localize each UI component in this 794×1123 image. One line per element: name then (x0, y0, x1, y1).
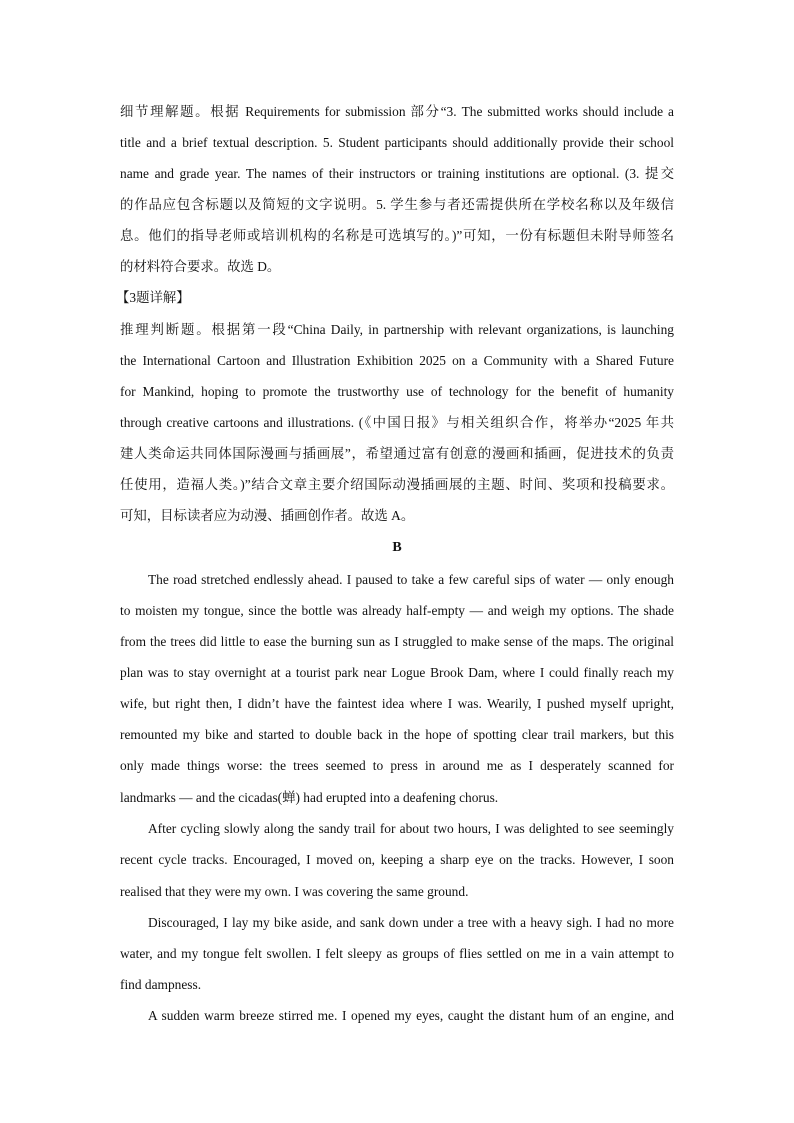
text-line: 细节理解题。根据 Requirements for submission 部分“3. The submitted works should include a (120, 104, 674, 119)
text-line: landmarks — and the cicadas(蝉) had erupted into a deafening chorus. (120, 790, 499, 805)
text-line: plan was to stay overnight at a tourist park near Logue Brook Dam, where I could finally reach my (120, 665, 674, 680)
text-line: 可知，目标读者应为动漫、插画创作者。故选 A。 (120, 508, 415, 523)
text-line: from the trees did little to ease the burning sun as I struggled to make sense of the maps. The original (120, 634, 674, 649)
text-line: water, and my tongue felt swollen. I felt sleepy as groups of flies settled on me in a vain attempt to (120, 946, 674, 961)
text-line: through creative cartoons and illustrations. (《中国日报》与相关组织合作，将举办“2025 年共 (120, 415, 674, 430)
text-line: remounted my bike and started to double back in the hope of spotting clear trail markers, but this (120, 727, 674, 742)
text-line: 建人类命运共同体国际漫画与插画展”，希望通过富有创意的漫画和插画，促进技术的负责 (120, 446, 674, 461)
text-line: 任使用，造福人类。)”结合文章主要介绍国际动漫插画展的主题、时间、奖项和投稿要求。 (120, 477, 674, 492)
text-line: title and a brief textual description. 5. Student participants should additionally provide their school (120, 135, 674, 150)
text-line: only made things worse: the trees seemed to press in around me as I desperately scanned for (120, 758, 674, 773)
text-line: for Mankind, hoping to promote the trustworthy use of technology for the benefit of humanity (120, 384, 674, 399)
text-line: After cycling slowly along the sandy trail for about two hours, I was delighted to see seemingly (148, 821, 674, 836)
section-title: B (392, 540, 402, 555)
text-line: A sudden warm breeze stirred me. I opened my eyes, caught the distant hum of an engine, and (148, 1008, 674, 1023)
text-line: wife, but right then, I didn’t have the faintest idea where I was. Wearily, I pushed myself upright, (120, 696, 674, 711)
text-line: realised that they were my own. I was covering the same ground. (120, 884, 469, 899)
text-line: The road stretched endlessly ahead. I paused to take a few careful sips of water — only enough (148, 572, 674, 587)
text-line: find dampness. (120, 977, 202, 992)
text-line: Discouraged, I lay my bike aside, and sank down under a tree with a heavy sigh. I had no more (148, 915, 674, 930)
text-line: 的材料符合要求。故选 D。 (120, 259, 281, 274)
text-line: 息。他们的指导老师或培训机构的名称是可选填写的。)”可知，一份有标题但未附导师签名 (120, 228, 674, 243)
text-line: name and grade year. The names of their instructors or training institutions are optional. (3. 提交 (120, 166, 674, 181)
text-line: 推理判断题。根据第一段“China Daily, in partnership with relevant organizations, is launching (120, 322, 674, 337)
text-line: the International Cartoon and Illustration Exhibition 2025 on a Community with a Shared Future (120, 353, 674, 368)
text-line: to moisten my tongue, since the bottle was already half-empty — and weigh my options. The shade (120, 603, 674, 618)
section-heading: 【3题详解】 (116, 290, 190, 305)
text-line: recent cycle tracks. Encouraged, I moved on, keeping a sharp eye on the tracks. However, I soon (120, 852, 674, 867)
text-line: 的作品应包含标题以及简短的文字说明。5. 学生参与者还需提供所在学校名称以及年级信 (120, 197, 674, 212)
